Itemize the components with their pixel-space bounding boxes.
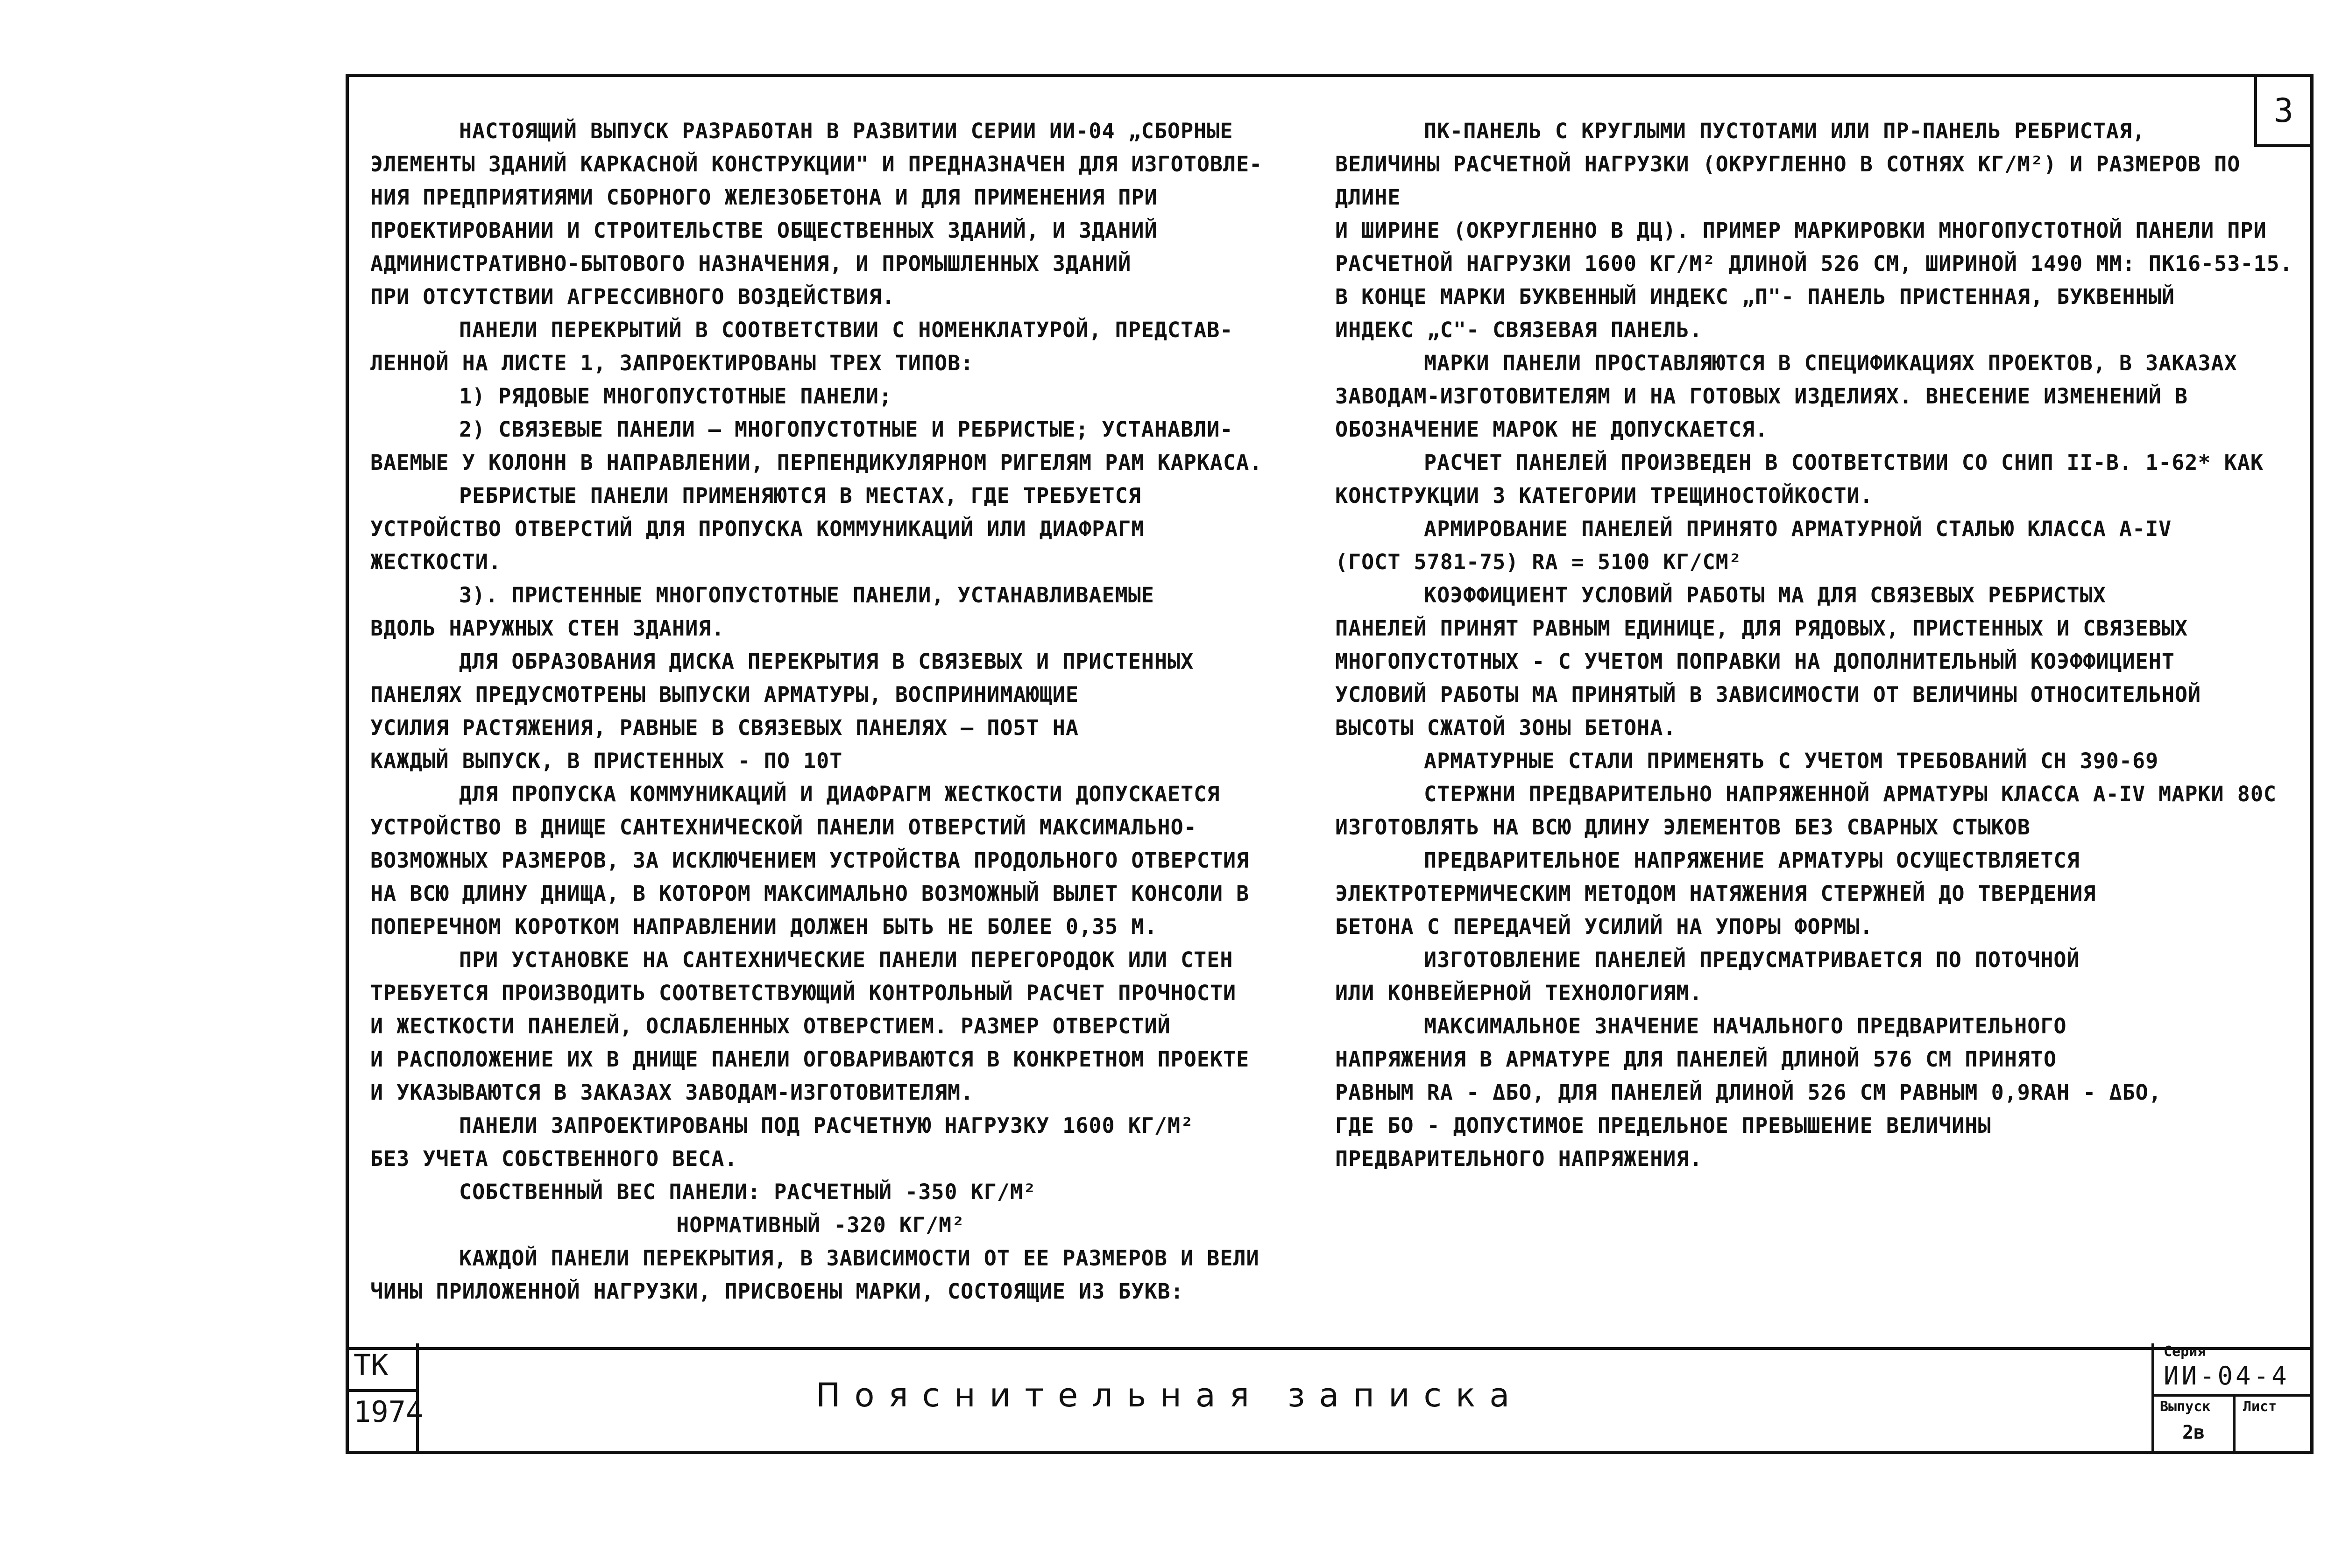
text-line: АДМИНИСТРАТИВНО-БЫТОВОГО НАЗНАЧЕНИЯ, И ПРОМЫШЛЕННЫХ ЗДАНИЙ (370, 251, 1132, 276)
text-line: НОРМАТИВНЫЙ -320 КГ/М² (506, 1213, 965, 1237)
text-line: ПАНЕЛИ ЗАПРОЕКТИРОВАНЫ ПОД РАСЧЕТНУЮ НАГРУЗКУ 1600 КГ/М² (459, 1113, 1194, 1138)
text-line: 3). ПРИСТЕННЫЕ МНОГОПУСТОТНЫЕ ПАНЕЛИ, УСТАНАВЛИВАЕМЫЕ (459, 583, 1154, 607)
text-line: РАВНЫМ RA - ΔБО, ДЛЯ ПАНЕЛЕЙ ДЛИНОЙ 526 СМ РАВНЫМ 0,9RAН - ΔБО, (1335, 1080, 2162, 1105)
text-line: 1) РЯДОВЫЕ МНОГОПУСТОТНЫЕ ПАНЕЛИ; (459, 384, 892, 409)
text-line: ПРОЕКТИРОВАНИИ И СТРОИТЕЛЬСТВЕ ОБЩЕСТВЕННЫХ ЗДАНИЙ, И ЗДАНИЙ (370, 218, 1158, 243)
text-line: ВЫСОТЫ СЖАТОЙ ЗОНЫ БЕТОНА. (1335, 715, 1677, 740)
text-line: РЕБРИСТЫЕ ПАНЕЛИ ПРИМЕНЯЮТСЯ В МЕСТАХ, ГДЕ ТРЕБУЕТСЯ (459, 483, 1141, 508)
text-line: ГДЕ БО - ДОПУСТИМОЕ ПРЕДЕЛЬНОЕ ПРЕВЫШЕНИЕ ВЕЛИЧИНЫ (1335, 1113, 1991, 1138)
text-line: ЧИНЫ ПРИЛОЖЕННОЙ НАГРУЗКИ, ПРИСВОЕНЫ МАРКИ, СОСТОЯЩИЕ ИЗ БУКВ: (370, 1279, 1184, 1304)
text-line: И УКАЗЫВАЮТСЯ В ЗАКАЗАХ ЗАВОДАМ-ИЗГОТОВИТЕЛЯМ. (370, 1080, 974, 1105)
text-line: ПРИ УСТАНОВКЕ НА САНТЕХНИЧЕСКИЕ ПАНЕЛИ ПЕРЕГОРОДОК ИЛИ СТЕН (459, 947, 1233, 972)
text-line: КОНСТРУКЦИИ 3 КАТЕГОРИИ ТРЕЩИНОСТОЙКОСТИ. (1335, 483, 1873, 508)
text-line: ВДОЛЬ НАРУЖНЫХ СТЕН ЗДАНИЯ. (370, 616, 725, 641)
text-line: ПАНЕЛИ ПЕРЕКРЫТИЙ В СООТВЕТСТВИИ С НОМЕНКЛАТУРОЙ, ПРЕДСТАВ- (459, 318, 1233, 342)
series-col-divider (2233, 1394, 2236, 1451)
text-line: СТЕРЖНИ ПРЕДВАРИТЕЛЬНО НАПРЯЖЕННОЙ АРМАТУРЫ КЛАССА А-IV МАРКИ 80С (1424, 782, 2277, 806)
text-line: ВАЕМЫЕ У КОЛОНН В НАПРАВЛЕНИИ, ПЕРПЕНДИКУЛЯРНОМ РИГЕЛЯМ РАМ КАРКАСА. (370, 450, 1263, 475)
text-line: И ЖЕСТКОСТИ ПАНЕЛЕЙ, ОСЛАБЛЕННЫХ ОТВЕРСТИЕМ. РАЗМЕР ОТВЕРСТИЙ (370, 1014, 1171, 1038)
text-line: ИЗГОТОВЛЕНИЕ ПАНЕЛЕЙ ПРЕДУСМАТРИВАЕТСЯ ПО ПОТОЧНОЙ (1424, 947, 2080, 972)
text-line: ДЛЯ ПРОПУСКА КОММУНИКАЦИЙ И ДИАФРАГМ ЖЕСТКОСТИ ДОПУСКАЕТСЯ (459, 782, 1220, 806)
text-line: ПРЕДВАРИТЕЛЬНОГО НАПРЯЖЕНИЯ. (1335, 1146, 1703, 1171)
text-line: И ШИРИНЕ (ОКРУГЛЕННО В ДЦ). ПРИМЕР МАРКИРОВКИ МНОГОПУСТОТНОЙ ПАНЕЛИ ПРИ (1335, 218, 2267, 243)
text-line: ПОПЕРЕЧНОМ КОРОТКОМ НАПРАВЛЕНИИ ДОЛЖЕН БЫТЬ НЕ БОЛЕЕ 0,35 М. (370, 914, 1158, 939)
tk-cell (349, 1343, 424, 1451)
text-line: НАПРЯЖЕНИЯ В АРМАТУРЕ ДЛЯ ПАНЕЛЕЙ ДЛИНОЙ 576 СМ ПРИНЯТО (1335, 1047, 2057, 1072)
text-line: ПК-ПАНЕЛЬ С КРУГЛЫМИ ПУСТОТАМИ ИЛИ ПР-ПАНЕЛЬ РЕБРИСТАЯ, (1424, 119, 2146, 143)
title-block (349, 1343, 2310, 1451)
document-title: Пояснительная записка (816, 1376, 1524, 1414)
text-line: РАСЧЕТ ПАНЕЛЕЙ ПРОИЗВЕДЕН В СООТВЕТСТВИИ СО СНИП II-В. 1-62* КАК (1424, 450, 2264, 475)
series-label: Серия (2164, 1343, 2206, 1360)
text-line: ИНДЕКС „С"- СВЯЗЕВАЯ ПАНЕЛЬ. (1335, 318, 1703, 342)
text-line: БЕТОНА С ПЕРЕДАЧЕЙ УСИЛИЙ НА УПОРЫ ФОРМЫ. (1335, 914, 1873, 939)
text-line: ДЛЯ ОБРАЗОВАНИЯ ДИСКА ПЕРЕКРЫТИЯ В СВЯЗЕВЫХ И ПРИСТЕННЫХ (459, 649, 1194, 674)
issue-value: 2в (2182, 1422, 2205, 1443)
text-line: ПРИ ОТСУТСТВИИ АГРЕССИВНОГО ВОЗДЕЙСТВИЯ. (370, 284, 895, 309)
text-line: ПАНЕЛЕЙ ПРИНЯТ РАВНЫМ ЕДИНИЦЕ, ДЛЯ РЯДОВЫХ, ПРИСТЕННЫХ И СВЯЗЕВЫХ (1335, 616, 2188, 641)
tk-label: ТК (354, 1348, 389, 1382)
text-line: НА ВСЮ ДЛИНУ ДНИЩА, В КОТОРОМ МАКСИМАЛЬНО ВОЗМОЖНЫЙ ВЫЛЕТ КОНСОЛИ В (370, 881, 1250, 906)
issue-label: Выпуск (2160, 1398, 2211, 1415)
text-line: ТРЕБУЕТСЯ ПРОИЗВОДИТЬ СООТВЕТСТВУЮЩИЙ КОНТРОЛЬНЫЙ РАСЧЕТ ПРОЧНОСТИ (370, 981, 1237, 1005)
text-line: НИЯ ПРЕДПРИЯТИЯМИ СБОРНОГО ЖЕЛЕЗОБЕТОНА И ДЛЯ ПРИМЕНЕНИЯ ПРИ (370, 185, 1158, 210)
year-label: 1974 (354, 1395, 424, 1429)
text-line: ЛЕННОЙ НА ЛИСТЕ 1, ЗАПРОЕКТИРОВАНЫ ТРЕХ ТИПОВ: (370, 351, 974, 375)
text-line: НАСТОЯЩИЙ ВЫПУСК РАЗРАБОТАН В РАЗВИТИИ СЕРИИ ИИ-04 „СБОРНЫЕ (459, 119, 1233, 143)
text-line: ВЕЛИЧИНЫ РАСЧЕТНОЙ НАГРУЗКИ (ОКРУГЛЕННО В СОТНЯХ КГ/М²) И РАЗМЕРОВ ПО ДЛИНЕ (1335, 152, 2254, 210)
text-line: 2) СВЯЗЕВЫЕ ПАНЕЛИ – МНОГОПУСТОТНЫЕ И РЕБРИСТЫЕ; УСТАНАВЛИ- (459, 417, 1233, 442)
drawing-sheet (346, 74, 2314, 1454)
text-line: УСЛОВИЙ РАБОТЫ MA ПРИНЯТЫЙ В ЗАВИСИМОСТИ ОТ ВЕЛИЧИНЫ ОТНОСИТЕЛЬНОЙ (1335, 682, 2201, 707)
text-line: БЕЗ УЧЕТА СОБСТВЕННОГО ВЕСА. (370, 1146, 738, 1171)
text-line: АРМИРОВАНИЕ ПАНЕЛЕЙ ПРИНЯТО АРМАТУРНОЙ СТАЛЬЮ КЛАССА А-IV (1424, 516, 2172, 541)
text-line: АРМАТУРНЫЕ СТАЛИ ПРИМЕНЯТЬ С УЧЕТОМ ТРЕБОВАНИЙ СН 390-69 (1424, 749, 2159, 773)
text-line: ЖЕСТКОСТИ. (370, 550, 502, 574)
series-row-divider (2154, 1394, 2310, 1397)
text-line: ЗАВОДАМ-ИЗГОТОВИТЕЛЯМ И НА ГОТОВЫХ ИЗДЕЛИЯХ. ВНЕСЕНИЕ ИЗМЕНЕНИЙ В (1335, 384, 2188, 409)
left-text-column (370, 114, 1323, 1308)
page-number: 3 (2254, 77, 2310, 147)
text-line: МАКСИМАЛЬНОЕ ЗНАЧЕНИЕ НАЧАЛЬНОГО ПРЕДВАРИТЕЛЬНОГО (1424, 1014, 2067, 1038)
text-line: В КОНЦЕ МАРКИ БУКВЕННЫЙ ИНДЕКС „П"- ПАНЕЛЬ ПРИСТЕННАЯ, БУКВЕННЫЙ (1335, 284, 2175, 309)
text-line: ЭЛЕКТРОТЕРМИЧЕСКИМ МЕТОДОМ НАТЯЖЕНИЯ СТЕРЖНЕЙ ДО ТВЕРДЕНИЯ (1335, 881, 2096, 906)
text-line: УСТРОЙСТВО ОТВЕРСТИЙ ДЛЯ ПРОПУСКА КОММУНИКАЦИЙ ИЛИ ДИАФРАГМ (370, 516, 1145, 541)
text-line: СОБСТВЕННЫЙ ВЕС ПАНЕЛИ: РАСЧЕТНЫЙ -350 КГ/М² (459, 1180, 1037, 1204)
text-line: ВОЗМОЖНЫХ РАЗМЕРОВ, ЗА ИСКЛЮЧЕНИЕМ УСТРОЙСТВА ПРОДОЛЬНОГО ОТВЕРСТИЯ (370, 848, 1250, 873)
text-line: УСТРОЙСТВО В ДНИЩЕ САНТЕХНИЧЕСКОЙ ПАНЕЛИ ОТВЕРСТИЙ МАКСИМАЛЬНО- (370, 815, 1197, 840)
text-line: МАРКИ ПАНЕЛИ ПРОСТАВЛЯЮТСЯ В СПЕЦИФИКАЦИЯХ ПРОЕКТОВ, В ЗАКАЗАХ (1424, 351, 2237, 375)
text-line: УСИЛИЯ РАСТЯЖЕНИЯ, РАВНЫЕ В СВЯЗЕВЫХ ПАНЕЛЯХ – ПО5Т НА (370, 715, 1079, 740)
text-line: (ГОСТ 5781-75) RA = 5100 КГ/СМ² (1335, 550, 1742, 574)
text-line: ПРЕДВАРИТЕЛЬНОЕ НАПРЯЖЕНИЕ АРМАТУРЫ ОСУЩЕСТВЛЯЕТСЯ (1424, 848, 2080, 873)
text-line: РАСЧЕТНОЙ НАГРУЗКИ 1600 КГ/М² ДЛИНОЙ 526 СМ, ШИРИНОЙ 1490 ММ: ПК16-53-15. (1335, 251, 2293, 276)
sheet-label: Лист (2243, 1398, 2277, 1415)
text-line: И РАСПОЛОЖЕНИЕ ИХ В ДНИЩЕ ПАНЕЛИ ОГОВАРИВАЮТСЯ В КОНКРЕТНОМ ПРОЕКТЕ (370, 1047, 1250, 1072)
text-line: ИЛИ КОНВЕЙЕРНОЙ ТЕХНОЛОГИЯМ. (1335, 981, 1703, 1005)
text-line: КАЖДЫЙ ВЫПУСК, В ПРИСТЕННЫХ - ПО 10Т (370, 749, 843, 773)
text-line: МНОГОПУСТОТНЫХ - С УЧЕТОМ ПОПРАВКИ НА ДОПОЛНИТЕЛЬНЫЙ КОЭФФИЦИЕНТ (1335, 649, 2175, 674)
tk-divider (349, 1389, 416, 1392)
text-line: КОЭФФИЦИЕНТ УСЛОВИЙ РАБОТЫ MA ДЛЯ СВЯЗЕВЫХ РЕБРИСТЫХ (1424, 583, 2106, 607)
text-line: ОБОЗНАЧЕНИЕ МАРОК НЕ ДОПУСКАЕТСЯ. (1335, 417, 1769, 442)
series-box (2151, 1343, 2310, 1451)
text-line: ПАНЕЛЯХ ПРЕДУСМОТРЕНЫ ВЫПУСКИ АРМАТУРЫ, ВОСПРИНИМАЮЩИЕ (370, 682, 1079, 707)
text-line: КАЖДОЙ ПАНЕЛИ ПЕРЕКРЫТИЯ, В ЗАВИСИМОСТИ ОТ ЕЕ РАЗМЕРОВ И ВЕЛИ (459, 1246, 1259, 1271)
text-line: ЭЛЕМЕНТЫ ЗДАНИЙ КАРКАСНОЙ КОНСТРУКЦИИ" И ПРЕДНАЗНАЧЕН ДЛЯ ИЗГОТОВЛЕ- (370, 152, 1263, 177)
text-line: ИЗГОТОВЛЯТЬ НА ВСЮ ДЛИНУ ЭЛЕМЕНТОВ БЕЗ СВАРНЫХ СТЫКОВ (1335, 815, 2031, 840)
right-text-column (1335, 114, 2302, 1175)
series-value: ИИ-04-4 (2164, 1361, 2290, 1391)
